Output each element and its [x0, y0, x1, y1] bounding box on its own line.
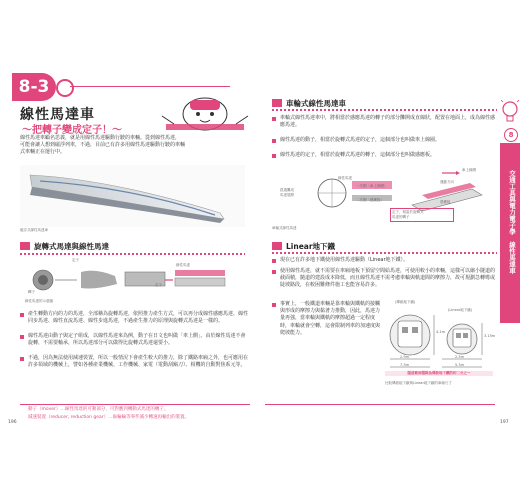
- label-note: 定子，相當於旋轉式 馬達的轉子: [390, 208, 454, 222]
- bullet: [20, 357, 24, 361]
- bullet: [272, 270, 276, 274]
- bullet-text: 線性馬達由動子與定子組成，以線性馬達來為例，動子在日文也叫做「車上側」。由於線性馬達不會旋轉，不需要軸承，所以馬達部分可以做得比旋轉式馬達還要小。: [28, 333, 246, 347]
- bullet: [20, 313, 24, 317]
- label-secondary: 二次側（感應板）: [356, 198, 384, 202]
- section-heading-linear-subway: Linear地下鐵: [286, 242, 336, 251]
- label-motion: 運動方向: [440, 180, 454, 184]
- bullet: [272, 154, 276, 158]
- page-number-right: 197: [500, 420, 509, 425]
- label-plate: 感應板: [440, 200, 451, 204]
- footer-rule: [20, 404, 250, 405]
- maglev-photo: [20, 165, 245, 227]
- intro-text: 線性馬達車顧名思義，就是用線性馬達驅動行駛的車輛。從到線性馬達， 可能會讓人想到磁浮列車，不過，目前已有許多用線性馬達驅動行駛的車輛 式車輛正在運行中。: [20, 135, 186, 156]
- footnote: 減速裝置（reducer, reduction gear）…齒輪輪等零件減少轉速再輸出的裝置。: [28, 415, 190, 420]
- bullet-text: 線性馬達的定子，相當於旋轉式馬達的轉子，這個部分也叫做感應板。: [280, 152, 436, 158]
- page-subtitle: ～把轉子變成定子！～: [22, 125, 122, 136]
- photo-caption: 磁浮式線性馬達車: [20, 228, 48, 232]
- bullet-text: 車輪式線性馬達車中，將相當於感應馬達的轉子的部分攤開成直線狀，配置在地面上，成為線性感應馬達。: [280, 115, 496, 129]
- bullet-text: 使用線性馬達，就不需要在車廂地板下預留空間給馬達，可使用較小的車輛，這樣可以縮小隧道的截面積，隨道的建設成本降低，而且線性馬達不需考慮車輪與軌道間的摩擦力，故可規劃急轉彎或陡坡路段，在較困難條件施工也能容易許多。: [280, 268, 496, 289]
- bullet: [20, 335, 24, 339]
- section-divider: [272, 109, 497, 111]
- section-divider: [20, 253, 245, 255]
- label-stator2: 定子: [155, 283, 162, 287]
- label-onboard: 車上線圈: [462, 168, 476, 172]
- bullet-text: 現在已有許多地下鐵使用線性馬達驅動（Linear地下鐵）。: [280, 257, 409, 263]
- tunnel-title-right: (Linear地下鐵): [448, 308, 473, 312]
- label-primary: 一次側（車上線圈）: [356, 184, 388, 188]
- dim-h1: 4.1m: [436, 330, 445, 334]
- section-icon: [20, 242, 30, 250]
- chapter-sidetab-text: 交通工具與電力電子學 線性馬達車: [508, 170, 516, 274]
- section-icon: [272, 242, 282, 250]
- dim-h2: 3.15m: [484, 334, 496, 338]
- tunnel-note: 隧道截面積降為傳統地下鐵的約二分之一: [385, 371, 493, 376]
- linear-motor-diagram: [25, 258, 235, 298]
- tunnel-comparison-diagram: [382, 305, 494, 375]
- tunnel-caption: 比較傳統地下鐵與Linear地下鐵的車廂尺寸: [385, 381, 452, 385]
- section-heading-linear-motor: 旋轉式馬達與線性馬達: [34, 242, 109, 251]
- label-left: 經過攤成 馬達展開: [280, 188, 294, 197]
- section-heading-wheel-linear: 車輪式線性馬達車: [286, 99, 346, 108]
- section-icon: [272, 99, 282, 107]
- page-number-left: 196: [8, 420, 17, 425]
- diagram-caption: 車輪式線性馬達: [272, 226, 297, 230]
- chapter-badge: 8-3: [12, 73, 56, 101]
- footer-rule: [265, 404, 495, 405]
- label-rotor: 轉子: [28, 290, 35, 294]
- badge-ring: [56, 79, 74, 97]
- bullet: [272, 139, 276, 143]
- page-title: 線性馬達車: [20, 107, 95, 123]
- label-core: 線性馬達: [338, 176, 352, 180]
- tunnel-title-left: (傳統地下鐵): [395, 300, 416, 304]
- bullet: [272, 303, 276, 307]
- label-stator: 定子: [72, 258, 79, 262]
- dim-w3: 7.3m: [400, 363, 409, 367]
- bullet: [272, 117, 276, 121]
- lightbulb-icon: [501, 100, 519, 126]
- dim-w2: 2.5m: [455, 355, 464, 359]
- bullet-text: 事實上，一般鐵道車輛是靠車輪與鐵軌的接觸與形成的摩擦力與黏著力推動，因此，馬達力量再強，當車輪與鐵軌的摩擦超過一定程度時，車輪就會空轉，這會限制列車的加速度與爬坡能力。: [280, 301, 381, 336]
- bullet-text: 不過，因為無法使用減速裝置，所以一般情況下會產生較大的推力，除了鐵路車廂之外，也可應用在許多領域的機械上，譬如各種產業機械、工作機械、家電（電動刮鬍刀）、相機的自動對焦系元等。: [28, 355, 249, 369]
- bullet-text: 產生轉動方向的力的馬達，全部稱為旋轉馬達，依照推力產生方式，可以再分成線性感應馬達、線性同步馬達、線性直流馬達、線性步進馬達，不過產生推力的原理與旋轉式馬達是一樣的。: [28, 311, 249, 325]
- diagram-caption: 線性馬達的示意圖: [25, 299, 53, 303]
- bullet-text: 線性馬達的動子，相當於旋轉式馬達的定子，這個部分也叫做車上線圈。: [280, 137, 441, 143]
- footnote: 動子（mover）…線性馬達的可動部分，可對應到轉動式馬達的轉子。: [28, 407, 169, 412]
- bullet: [272, 259, 276, 263]
- train-mascot-illustration: [160, 86, 250, 136]
- dim-w4: 5.3m: [455, 363, 464, 367]
- section-divider: [272, 252, 497, 254]
- label-linear: 線性馬達: [176, 263, 190, 267]
- chapter-number-circle: 8: [504, 128, 518, 142]
- dim-w1: 2.9m: [400, 355, 409, 359]
